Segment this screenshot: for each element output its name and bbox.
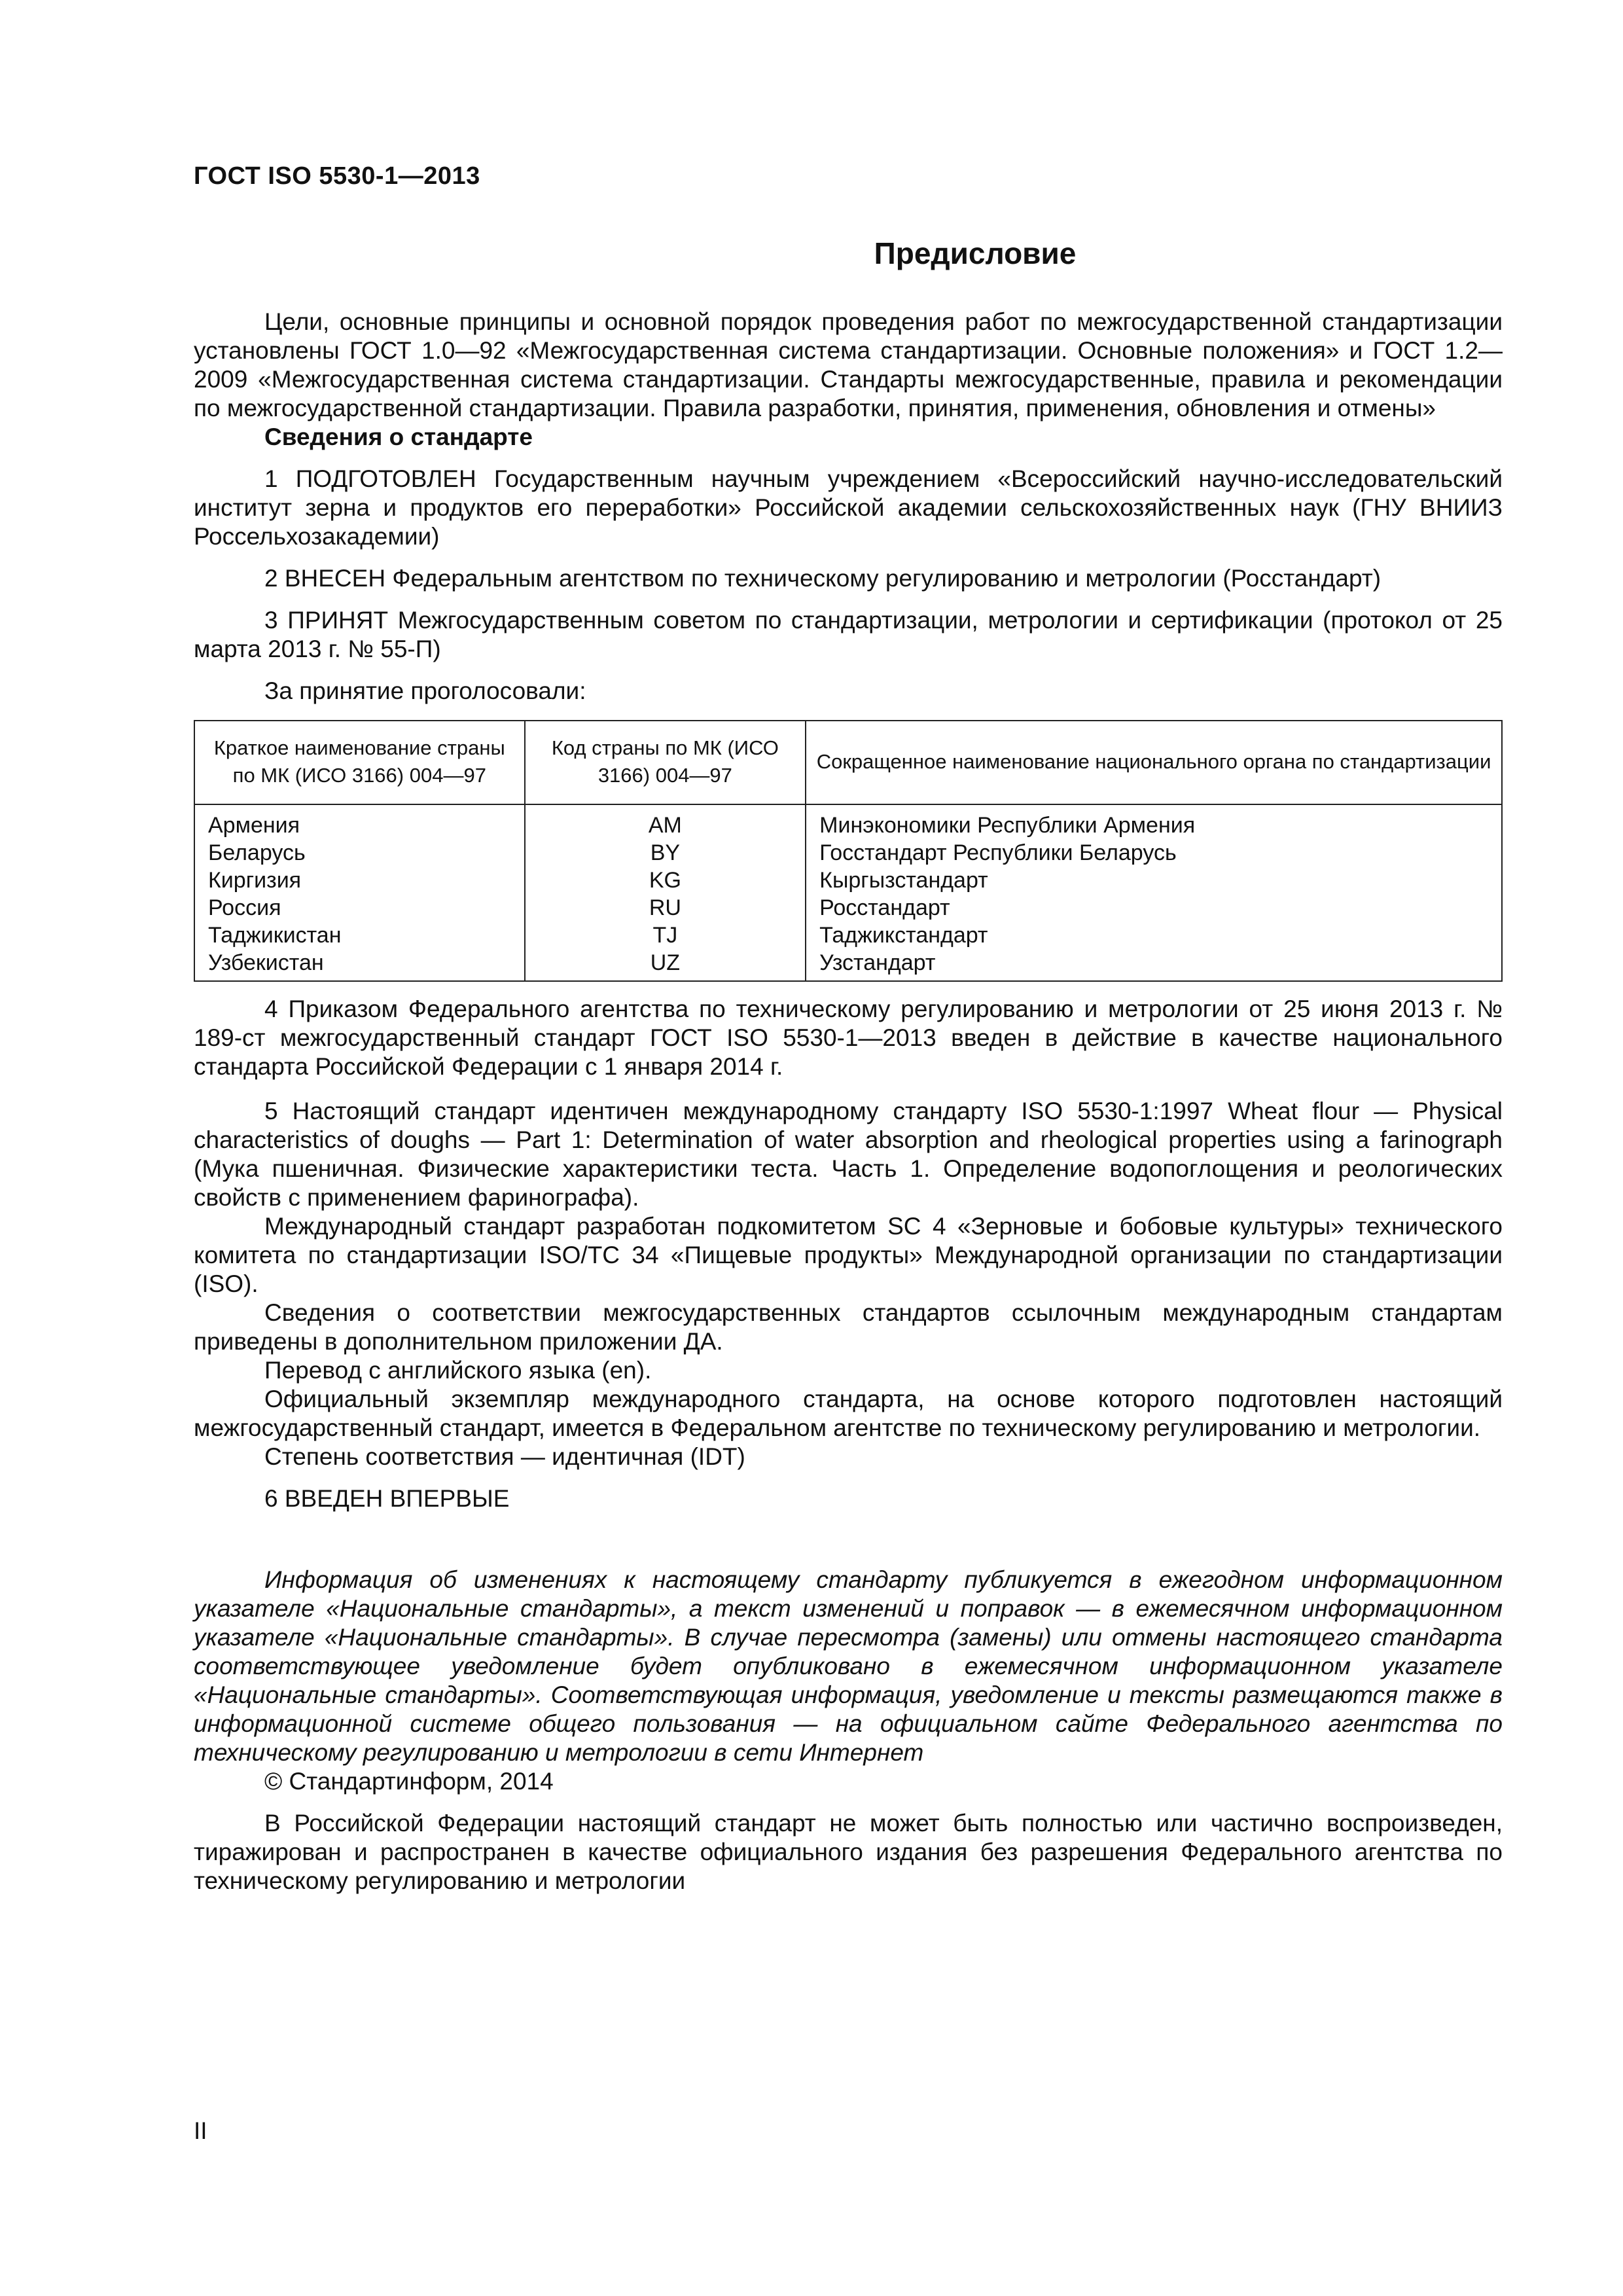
table-row	[194, 867, 1502, 894]
rights-notice: В Российской Федерации настоящий стандарт не может быть полностью или частично воспроизведен, тиражирован и распространен в качестве официального издания без разрешения Федерального агентства по техническому регулированию и метрологии	[194, 1810, 1503, 1894]
item-5-paragraph: 5 Настоящий стандарт идентичен международному стандарту ISO 5530-1:1997 Wheat flour — Physical characteristics of doughs — Part 1: Determination of water absorption and rheological properties using a farinograph (Мука пшеничная. Физические характеристики теста. Часть 1. Определение водопоглощения и реологических свойств с применением фаринографа).	[194, 1098, 1503, 1211]
votes-table	[194, 720, 1503, 982]
header-standards-body: Сокращенное наименование национального органа по стандартизации	[806, 721, 1502, 804]
table-row	[194, 839, 1502, 867]
item-5-references-paragraph: Сведения о соответствии межгосударственных стандартов ссылочным международным стандартам приведены в дополнительном приложении ДА.	[194, 1299, 1503, 1355]
document-body	[194, 308, 1503, 1895]
table-row	[194, 949, 1502, 981]
body-cell: Кыргызстандарт	[806, 867, 1502, 894]
standard-info-heading: Сведения о стандарте	[264, 423, 533, 450]
table-row	[194, 804, 1502, 839]
table-row	[194, 922, 1502, 949]
item-1-paragraph: 1 ПОДГОТОВЛЕН Государственным научным учреждением «Всероссийский научно-исследовательский институт зерна и продуктов его переработки» Российской академии сельскохозяйственных наук (ГНУ ВНИИЗ Россельхозакадемии)	[194, 465, 1503, 550]
intro-paragraph: Цели, основные принципы и основной порядок проведения работ по межгосударственной стандартизации установлены ГОСТ 1.0—92 «Межгосударственная система стандартизации. Основные положения» и ГОСТ 1.2—2009 «Межгосударственная система стандартизации. Стандарты межгосударственные, правила и рекомендации по межгосударственной стандартизации. Правила разработки, принятия, применения, обновления и отмены»	[194, 308, 1503, 422]
header-code: Код страны по МК (ИСО 3166) 004—97	[525, 721, 806, 804]
item-3-paragraph: 3 ПРИНЯТ Межгосударственным советом по стандартизации, метрологии и сертификации (протокол от 25 марта 2013 г. № 55-П)	[194, 607, 1503, 662]
code-cell: RU	[525, 894, 806, 922]
code-cell: TJ	[525, 922, 806, 949]
country-cell: Беларусь	[194, 839, 525, 867]
item-5-official-copy-paragraph: Официальный экземпляр международного стандарта, на основе которого подготовлен настоящий межгосударственный стандарт, имеется в Федеральном агентстве по техническому регулированию и метрологии.	[194, 1386, 1503, 1441]
body-cell: Госстандарт Республики Беларусь	[806, 839, 1502, 867]
code-cell: BY	[525, 839, 806, 867]
votes-label: За принятие проголосовали:	[264, 677, 586, 704]
body-cell: Узстандарт	[806, 949, 1502, 981]
table-row	[194, 894, 1502, 922]
body-cell: Росстандарт	[806, 894, 1502, 922]
item-6-paragraph: 6 ВВЕДЕН ВПЕРВЫЕ	[264, 1485, 510, 1512]
item-5-subcommittee-paragraph: Международный стандарт разработан подкомитетом SC 4 «Зерновые и бобовые культуры» технического комитета по стандартизации ISO/TC 34 «Пищевые продукты» Международной организации по стандартизации (ISO).	[194, 1213, 1503, 1297]
page-number: II	[194, 2117, 207, 2144]
country-cell: Армения	[194, 804, 525, 839]
table-header-row	[194, 721, 1502, 804]
country-cell: Таджикистан	[194, 922, 525, 949]
document-code-header: ГОСТ ISO 5530-1—2013	[194, 162, 480, 190]
code-cell: UZ	[525, 949, 806, 981]
item-4-paragraph: 4 Приказом Федерального агентства по техническому регулированию и метрологии от 25 июня 2013 г. № 189-ст межгосударственный стандарт ГОСТ ISO 5530-1—2013 введен в действие в качестве национального стандарта Российской Федерации с 1 января 2014 г.	[194, 996, 1503, 1080]
body-cell: Минэкономики Республики Армения	[806, 804, 1502, 839]
item-2-paragraph: 2 ВНЕСЕН Федеральным агентством по техническому регулированию и метрологии (Росстандарт)	[264, 565, 1382, 592]
country-cell: Россия	[194, 894, 525, 922]
page-title: Предисловие	[874, 236, 1077, 270]
body-cell: Таджикстандарт	[806, 922, 1502, 949]
amendments-notice: Информация об изменениях к настоящему стандарту публикуется в ежегодном информационном указателе «Национальные стандарты», а текст изменений и поправок — в ежемесячном информационном указателе «Национальные стандарты». В случае пересмотра (замены) или отмены настоящего стандарта соответствующее уведомление будет опубликовано в ежемесячном информационном указателе «Национальные стандарты». Соответствующая информация, уведомление и тексты размещаются также в информационной системе общего пользования — на официальном сайте Федерального агентства по техническому регулированию и метрологии в сети Интернет	[194, 1566, 1503, 1766]
code-cell: KG	[525, 867, 806, 894]
copyright-line: © Стандартинформ, 2014	[264, 1768, 554, 1795]
country-cell: Киргизия	[194, 867, 525, 894]
item-5-conformity-paragraph: Степень соответствия — идентичная (IDT)	[264, 1443, 745, 1470]
item-5-translation-paragraph: Перевод с английского языка (en).	[264, 1357, 652, 1384]
country-cell: Узбекистан	[194, 949, 525, 981]
code-cell: AM	[525, 804, 806, 839]
header-country: Краткое наименование страны по МК (ИСО 3166) 004—97	[194, 721, 525, 804]
